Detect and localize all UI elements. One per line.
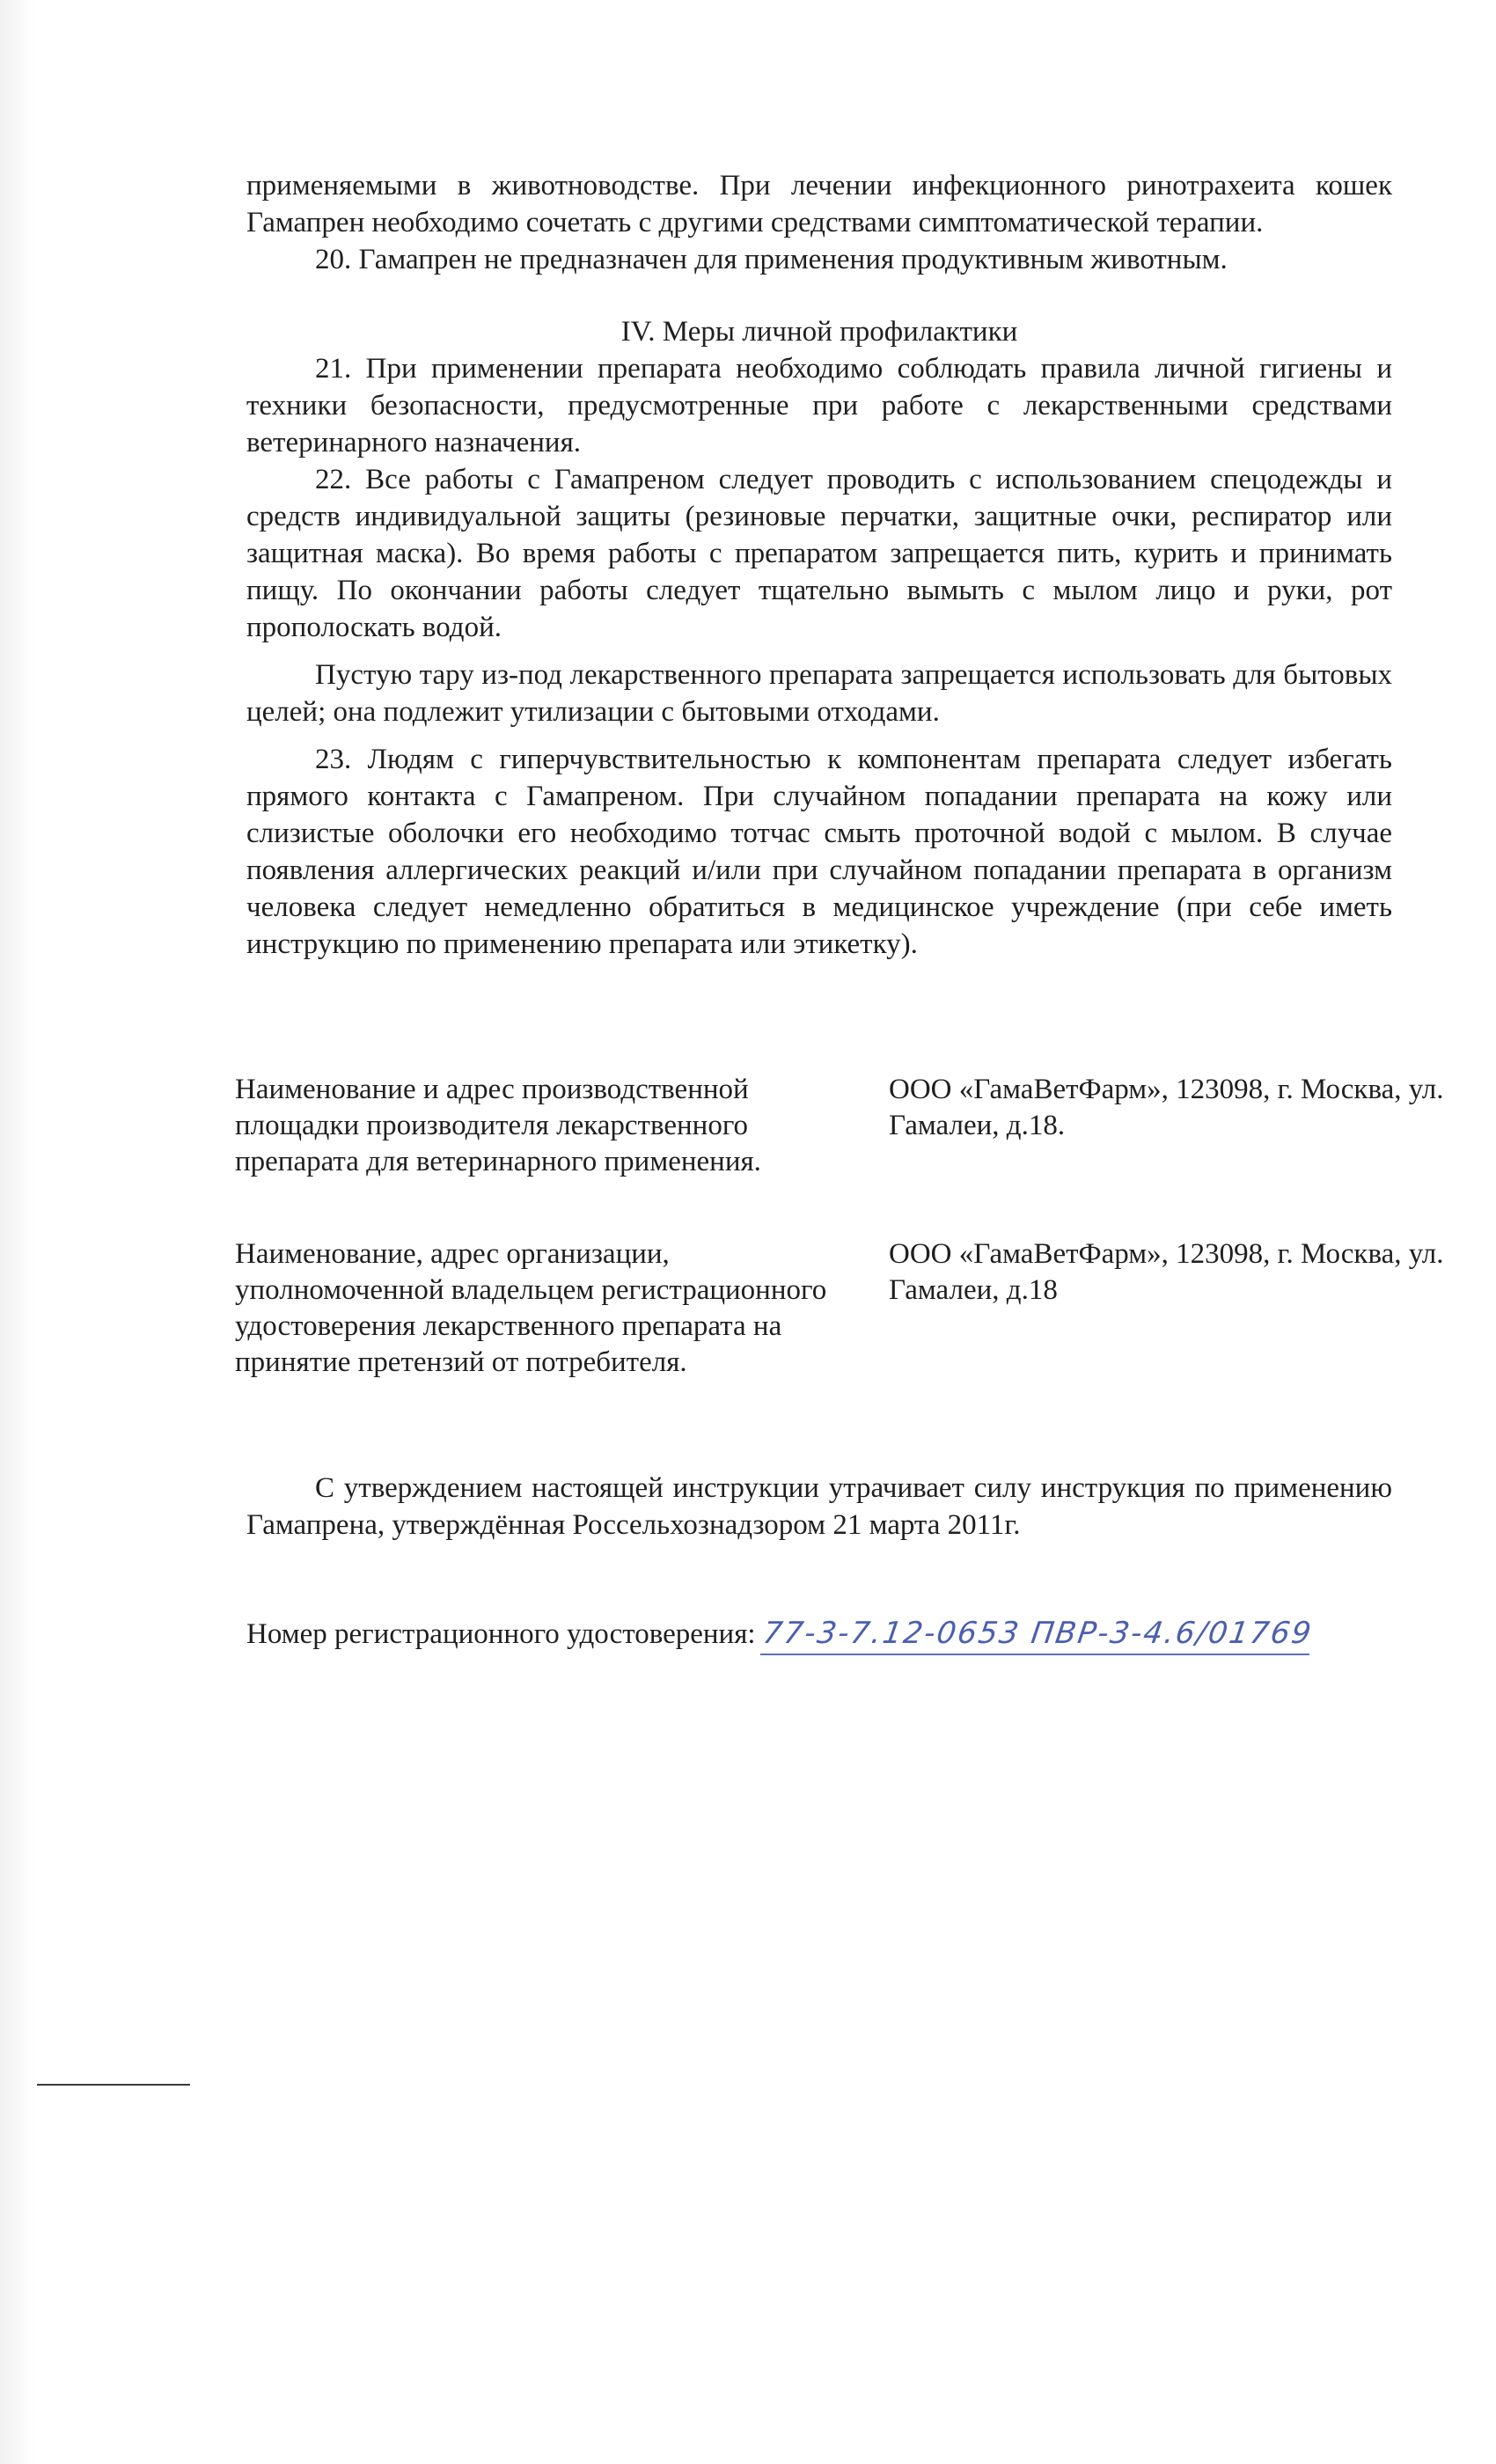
footnote-separator-line <box>37 2084 190 2086</box>
claims-organization-address: ООО «ГамаВетФарм», 123098, г. Москва, ул. Гамалеи, д.18 <box>889 1238 1444 1306</box>
paragraph-21: 21. При применении препарата необходимо соблюдать правила личной гигиены и техники безопасности, предусмотренные при работе с лекарственными средствами ветеринарного назначения. <box>246 353 1392 458</box>
paragraph-22: 22. Все работы с Гамапреном следует проводить с использованием спецодежды и средств индивидуальной защиты (резиновые перчатки, защитные очки, респиратор или защитная маска). Во время работы с препаратом запрещается пить, курить и принимать пищу. По окончании работы следует тщательно вымыть с мылом лицо и руки, рот прополоскать водой. <box>246 464 1392 643</box>
paragraph-22-container-disposal: Пустую тару из-под лекарственного препарата запрещается использовать для бытовых целей; она подлежит утилизации с бытовыми отходами. <box>246 659 1392 728</box>
paragraph-continuation: применяемыми в животноводстве. При лечении инфекционного ринотрахеита кошек Гамапрен необходимо сочетать с другими средствами симптоматической терапии. <box>246 170 1392 238</box>
section-heading: IV. Меры личной профилактики <box>620 316 1018 348</box>
claims-organization-label: Наименование, адрес организации, уполномоченной владельцем регистрационного удостоверения лекарственного препарата на принятие претензий от потребителя. <box>235 1238 827 1378</box>
superseded-instruction-note: С утверждением настоящей инструкции утрачивает силу инструкция по применению Гамапрена, утверждённая Россельхознадзором 21 марта 2011г. <box>246 1472 1392 1541</box>
registration-row <box>246 1615 1417 1655</box>
manufacturer-address: ООО «ГамаВетФарм», 123098, г. Москва, ул. Гамалеи, д.18. <box>889 1074 1444 1141</box>
registration-label: Номер регистрационного удостоверения: <box>246 1618 763 1650</box>
scan-edge-shadow <box>0 0 35 2464</box>
paragraph-23: 23. Людям с гиперчувствительностью к компонентам препарата следует избегать прямого контакта с Гамапреном. При случайном попадании препарата на кожу или слизистые оболочки его необходимо тотчас смыть проточной водой с мылом. В случае появления аллергических реакций и/или при случайном попадании препарата в организм человека следует немедленно обратиться в медицинское учреждение (при себе иметь инструкцию по применению препарата или этикетку). <box>246 744 1392 960</box>
instruction-body <box>246 167 1392 963</box>
registration-number-handwritten: 77-3-7.12-0653 ПВР-3-4.6/01769 <box>760 1615 1315 1655</box>
paragraph-20: 20. Гамапрен не предназначен для применения продуктивным животным. <box>315 244 1228 275</box>
manufacturer-label: Наименование и адрес производственной площадки производителя лекарственного препарата для ветеринарного применения. <box>235 1074 761 1177</box>
